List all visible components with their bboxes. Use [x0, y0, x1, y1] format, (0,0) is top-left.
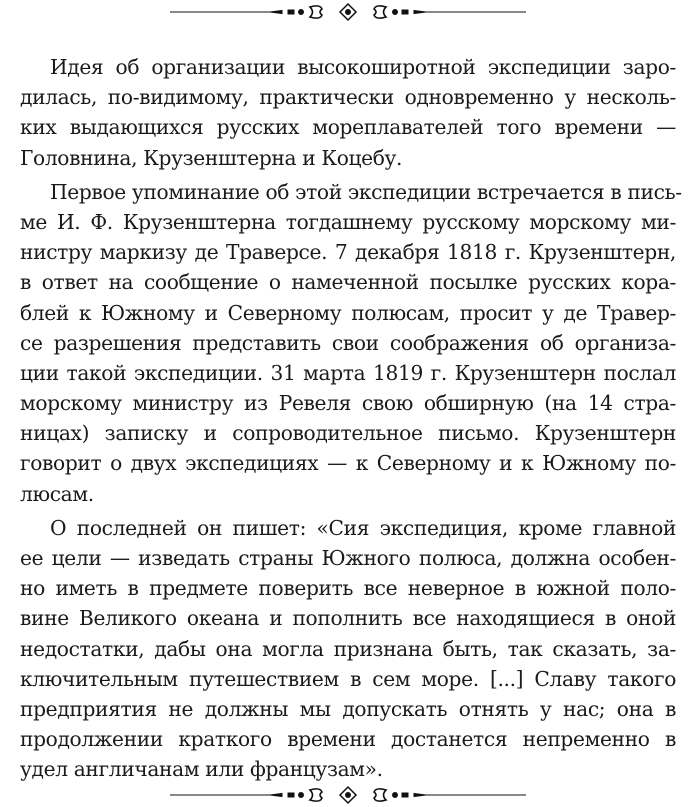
text-line: ключительным путешествием в сем море. [...] Славу такого	[20, 666, 676, 691]
text-line: люсам.	[20, 481, 94, 506]
ornament-icon	[170, 4, 526, 20]
text-line: вине Великого океана и пополнить все находящиеся в оной	[20, 606, 676, 631]
text-line: удел англичанам или французам».	[20, 757, 383, 782]
paragraph-1	[20, 52, 676, 173]
paragraph-2	[20, 177, 682, 509]
text-line: дилась, по-видимому, практически одновременно у несколь-	[20, 85, 676, 110]
text-line: в ответ на сообщение о намеченной посылке русских кора-	[20, 270, 676, 295]
text-line: говорит о двух экспедициях — к Северному и к Южному по-	[20, 451, 676, 476]
ornament-divider-bottom	[170, 785, 526, 805]
text-line: Первое упоминание об этой экспедиции встречается в пись-	[50, 179, 682, 204]
text-line: предприятия не должны мы допускать отнять у нас; она в	[20, 696, 676, 721]
ornament-divider-top	[170, 2, 526, 22]
text-line: Головнина, Крузенштерна и Коцебу.	[20, 145, 403, 170]
document-body	[20, 52, 682, 789]
text-line: ких выдающихся русских мореплавателей того времени —	[20, 115, 676, 140]
text-line: ме И. Ф. Крузенштерна тогдашнему русскому морскому ми-	[20, 209, 676, 234]
text-line: О последней он пишет: «Сия экспедиция, кроме главной	[50, 515, 676, 540]
text-line: морскому министру из Ревеля свою обширную (на 14 стра-	[20, 391, 676, 416]
text-line: се разрешения представить свои соображения об организа-	[20, 330, 676, 355]
text-line: Идея об организации высокоширотной экспедиции заро-	[50, 55, 676, 79]
text-line: продолжении краткого времени достанется непременно в	[20, 727, 676, 752]
text-line: ее цели — изведать страны Южного полюса, должна особен-	[20, 546, 676, 570]
text-line: ницах) записку и сопроводительное письмо. Крузенштерн	[20, 421, 676, 446]
text-line: нистру маркизу де Траверсе. 7 декабря 1818 г. Крузенштерн,	[20, 240, 676, 265]
text-line: но иметь в предмете поверить все неверное в южной поло-	[20, 576, 676, 601]
ornament-icon	[170, 787, 526, 803]
text-line: недостатки, дабы она могла признана быть, так сказать, за-	[20, 636, 676, 661]
paragraph-3	[20, 513, 676, 785]
text-line: ции такой экспедиции. 31 марта 1819 г. Крузенштерн послал	[20, 360, 676, 385]
text-line: блей к Южному и Северному полюсам, просит у де Травер-	[20, 300, 676, 325]
